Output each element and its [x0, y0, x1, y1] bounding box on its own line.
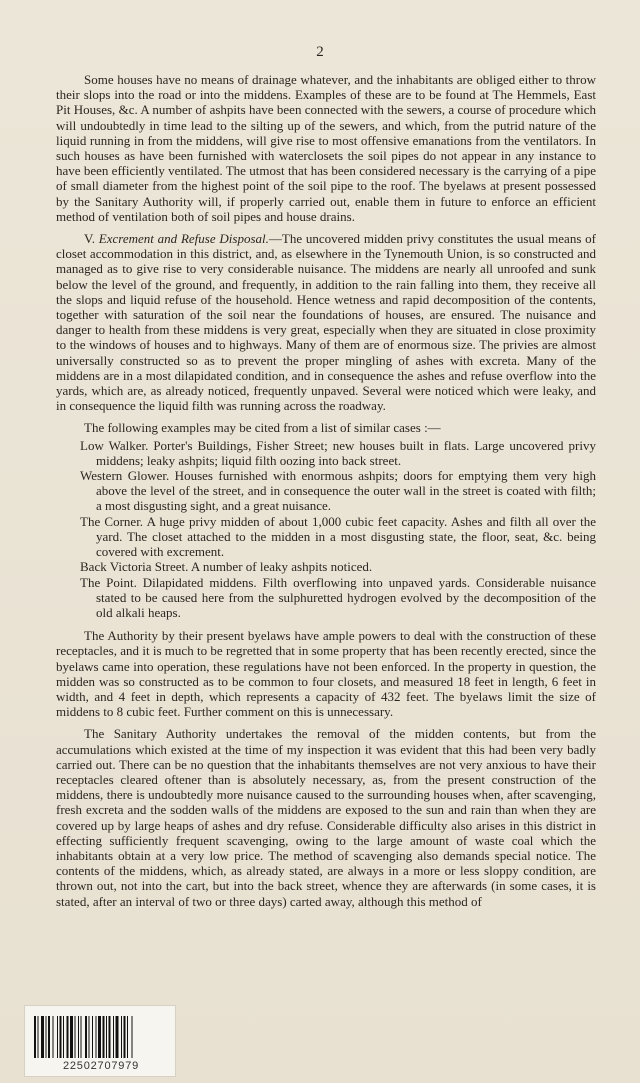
section-heading: Excrement and Refuse Disposal. [98, 231, 269, 247]
examples-list [56, 438, 596, 620]
barcode-bar [70, 1016, 73, 1058]
barcode-bar [98, 1016, 101, 1058]
barcode-bar [41, 1016, 44, 1058]
barcode-bar [132, 1016, 133, 1058]
barcode-bar [103, 1016, 105, 1058]
barcode-bar [113, 1016, 114, 1058]
barcode-bar [121, 1016, 122, 1058]
paragraph-excrement-refuse [56, 231, 596, 413]
section-body: —The uncovered midden privy constitutes the usual means of closet accommodation in this district, and, as elsewhere in the Tynemouth Union, is so constructed and managed as to give rise to very considerable nuisance. The middens are nearly all unroofed and sunk below the level of the ground, and frequently, in addition to the rain falling into them, they receive all the slops and liquid refuse of the household. Hence wetness and rapid decomposition of the contents, together with saturation of the soil near the foundations of houses, are ensured. The nuisance and danger to health from these middens is very great, especially when they are situated in close proximity to the windows of houses and to highways. Many of them are of enormous size. The privies are almost universally constructed so as to prevent the proper mingling of ashes with excreta. Many of the middens are in a most dilapidated condition, and in consequence the ashes and refuse overflow into the yards, which are, as already noticed, frequently unpaved. Several were noticed which were leaky, and in consequence the liquid filth was running across the roadway. [56, 231, 596, 414]
barcode-bar [109, 1016, 111, 1058]
paragraph-examples-intro: The following examples may be cited from a list of similar cases :— [84, 420, 441, 436]
barcode-bar [81, 1016, 82, 1058]
barcode-bar [46, 1016, 47, 1058]
barcode-number: 22502707979 [62, 1060, 140, 1072]
library-barcode [24, 1005, 176, 1077]
barcode-icon [33, 1016, 169, 1058]
barcode-bar [34, 1016, 36, 1058]
barcode-bar [96, 1016, 97, 1058]
barcode-bar [78, 1016, 79, 1058]
barcode-bar [106, 1016, 107, 1058]
barcode-bar [60, 1016, 62, 1058]
barcode-bar [63, 1016, 64, 1058]
section-number: V. [84, 231, 99, 247]
barcode-bar [116, 1016, 119, 1058]
page-number: 2 [316, 44, 324, 60]
barcode-bar [38, 1016, 39, 1058]
barcode-bar [53, 1016, 54, 1058]
barcode-bar [48, 1016, 50, 1058]
paragraph-drainage: Some houses have no means of drainage whatever, and the inhabitants are obliged either to throw their slops into the road or into the middens. Examples of these are to be found at The Hemmels, East Pit Houses, &c. A number of ashpits have been connected with the sewers, a course of procedure which will undoubtedly in time lead to the silting up of the sewers, and which, from the putrid nature of the liquid running in from the middens, will give rise to most offensive emanations from the ventilators. In such houses as have been furnished with waterclosets the soil pipes do not appear in any instance to have been efficiently ventilated. The utmost that has been considered necessary is the carrying of a pipe of small diameter from the highest point of the soil pipe to the roof. The byelaws at present possessed by the Sanitary Authority will, if properly carried out, enable them in future to enforce an efficient method of ventilation both of soil pipes and house drains. [56, 72, 596, 224]
barcode-bar [127, 1016, 128, 1058]
example-item: The Corner. A huge privy midden of about 1,000 cubic feet capacity. Ashes and filth all over the yard. The closet attached to the midden in a most disgusting state, the floor, seat, &c. being covered with excrement. [80, 513, 596, 560]
barcode-bar [92, 1016, 93, 1058]
paragraph-scavenging: The Sanitary Authority undertakes the removal of the midden contents, but from the accumulations which existed at the time of my inspection it was evident that this had been very badly carried out. There can be no question that the inhabitants themselves are not very anxious to have their receptacles cleared oftener than is absolutely necessary, as, from the present construction of the middens, there is undoubtedly more nuisance caused to the surrounding houses when, after scavenging, fresh excreta and the sodden walls of the middens are exposed to the sun and rain than when they are covered up by large heaps of ashes and dry refuse. Considerable difficulty also arises in this district in effecting sufficiently frequent scavenging, owing to the large amount of waste coal which the inhabitants obtain at a very low price. The method of scavenging also demands special notice. The contents of the middens, which, as already stated, are always in a more or less sloppy condition, are thrown out, not into the cart, but into the back street, whence they are afterwards (in some cases, it is stated, after an interval of two or three days) carted away, although this method of [56, 726, 596, 909]
example-item: Western Glower. Houses furnished with enormous ashpits; doors for emptying them very high above the level of the street, and in consequence the outer wall in the street is coated with filth; a most disgusting sight, and a great nuisance. [80, 468, 596, 514]
barcode-bar [75, 1016, 76, 1058]
example-item: The Point. Dilapidated middens. Filth overflowing into unpaved yards. Considerable nuisance stated to be caused here from the sulphuretted hydrogen evolved by the decomposition of the old alkali heaps. [80, 574, 596, 620]
paragraph-byelaws: The Authority by their present byelaws have ample powers to deal with the construction of these receptacles, and it is much to be regretted that in some property that has been recently erected, since the byelaws came into operation, these regulations have not been enforced. In the property in question, the midden was so constructed as to be common to four closets, and measured 18 feet in length, 6 feet in width, and 4 feet in depth, which represents a capacity of 432 feet. The byelaws limit the size of middens to 8 cubic feet. Further comment on this is unnecessary. [56, 628, 596, 720]
barcode-bar [124, 1016, 126, 1058]
document-body [56, 72, 596, 916]
barcode-bar [89, 1016, 90, 1058]
barcode-bar [67, 1016, 69, 1058]
barcode-bar [57, 1016, 58, 1058]
barcode-bar [85, 1016, 87, 1058]
example-item: Back Victoria Street. A number of leaky ashpits noticed. [80, 559, 373, 575]
example-item: Low Walker. Porter's Buildings, Fisher Street; new houses built in flats. Large uncovered privy middens; leaky ashpits; liquid filth oozing into back street. [80, 437, 596, 468]
